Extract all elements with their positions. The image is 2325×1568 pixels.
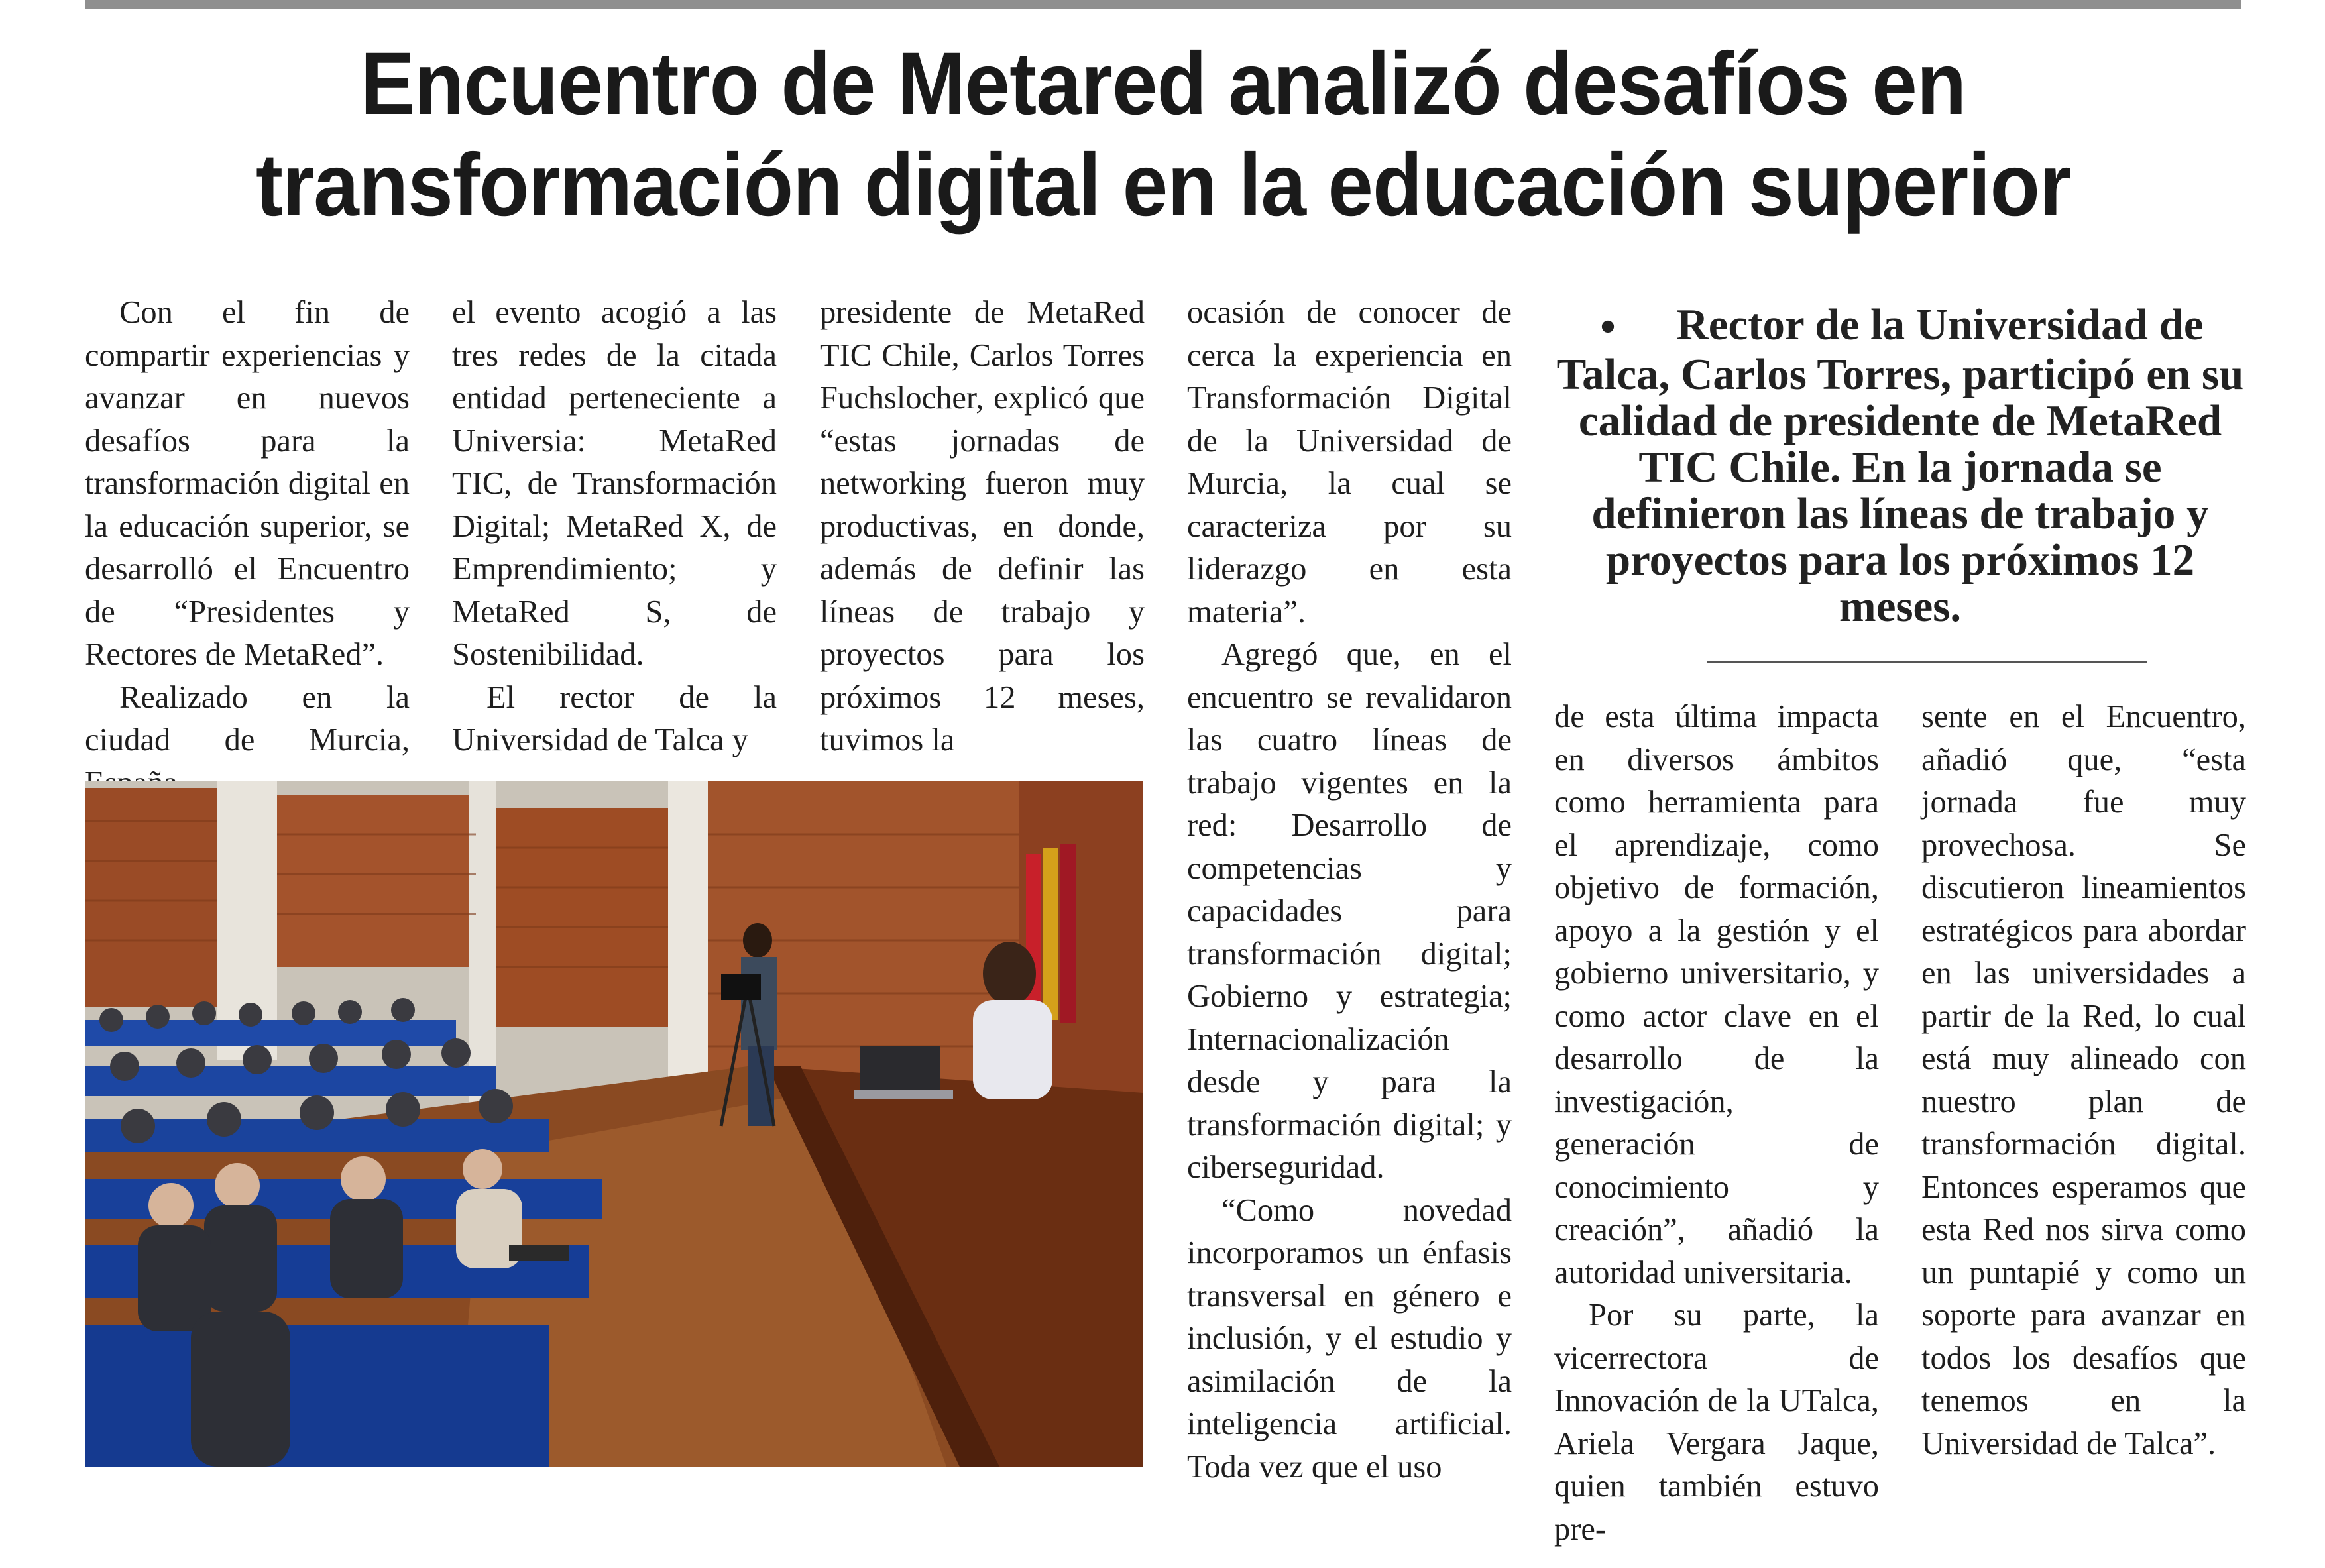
- article-column-6: [1921, 696, 2246, 1465]
- pull-quote-rule: [1707, 661, 2147, 663]
- pull-quote-text: Rector de la Universidad de Talca, Carlos Torres, participó en su calidad de presidente de MetaRed TIC Chile. En la jornada se definieron las líneas de trabajo y proyectos para los próximos 12 meses.: [1556, 300, 2244, 631]
- paragraph: Por su parte, la vicerrectora de Innovación de la UTalca, Ariela Vergara Jaque, quien también estuvo pre-: [1554, 1298, 1879, 1547]
- paragraph: Agregó que, en el encuentro se revalidaron las cuatro líneas de trabajo vigentes en la red: Desarrollo de competencias y capacidades para transformación digital; Gobierno y estrategia; Internacionalización desde y para la transformación digital; y ciberseguridad.: [1187, 637, 1512, 1185]
- paragraph: de esta última impacta en diversos ámbitos como herramienta para el aprendizaje, como objetivo de formación, apoyo a la gestión y el gobierno universitario, y como actor clave en el desarrollo de la investigación, generación de conocimiento y creación”, añadió la autoridad universitaria.: [1554, 699, 1879, 1290]
- paragraph: “Como novedad incorporamos un énfasis transversal en género e inclusión, y el estudio y asimilación de la inteligencia artificial. Toda vez que el uso: [1187, 1192, 1512, 1484]
- paragraph: Realizado en la ciudad de Murcia,: [85, 679, 410, 757]
- bullet-icon: •: [1597, 308, 1619, 348]
- event-photo: [85, 781, 1143, 1467]
- article-column-5: [1554, 696, 1879, 1551]
- article-column-2: [452, 292, 777, 762]
- article-column-4: [1187, 292, 1512, 1488]
- paragraph: presidente de MetaRed TIC Chile, Carlos Torres Fuchslocher, explicó que “estas jornadas de networking fueron muy productivas, en donde, además de definir las líneas de trabajo y proyectos para los próximos 12 meses, tuvimos la: [820, 295, 1145, 757]
- headline-line-1: Encuentro de Metared analizó desafíos en: [360, 34, 1966, 133]
- paragraph: sente en el Encuentro, añadió que, “esta jornada fue muy provechosa. Se discutieron lineamientos estratégicos para abordar en las universidades a partir de la Red, lo cual está muy alineado con nuestro plan de transformación digital. Entonces esperamos que esta Red nos sirva como un puntapié y como un soporte para avanzar en todos los desafíos que tenemos en la Universidad de Talca”.: [1921, 699, 2246, 1461]
- article-column-3: [820, 292, 1145, 762]
- paragraph: El rector de la Universidad de Talca y: [452, 679, 777, 757]
- headline-line-2: transformación digital en la educación superior: [255, 136, 2071, 235]
- top-rule: [85, 0, 2241, 9]
- article-column-1: [85, 292, 410, 805]
- paragraph: el evento acogió a las tres redes de la citada entidad perteneciente a Universia: MetaRed TIC, de Transformación Digital; MetaRed X, de Emprendimiento; y MetaRed S, de Sostenibilidad.: [452, 295, 777, 672]
- paragraph: ocasión de conocer de cerca la experiencia en Transformación Digital de la Universidad de Murcia, la cual se caracteriza por su liderazgo en esta materia”.: [1187, 295, 1512, 630]
- pull-quote: [1554, 302, 2246, 630]
- paragraph: Con el fin de compartir experiencias y avanzar en nuevos desafíos para la transformación digital en la educación superior, se desarrolló el Encuentro de “Presidentes y Rectores de MetaRed”.: [85, 295, 410, 672]
